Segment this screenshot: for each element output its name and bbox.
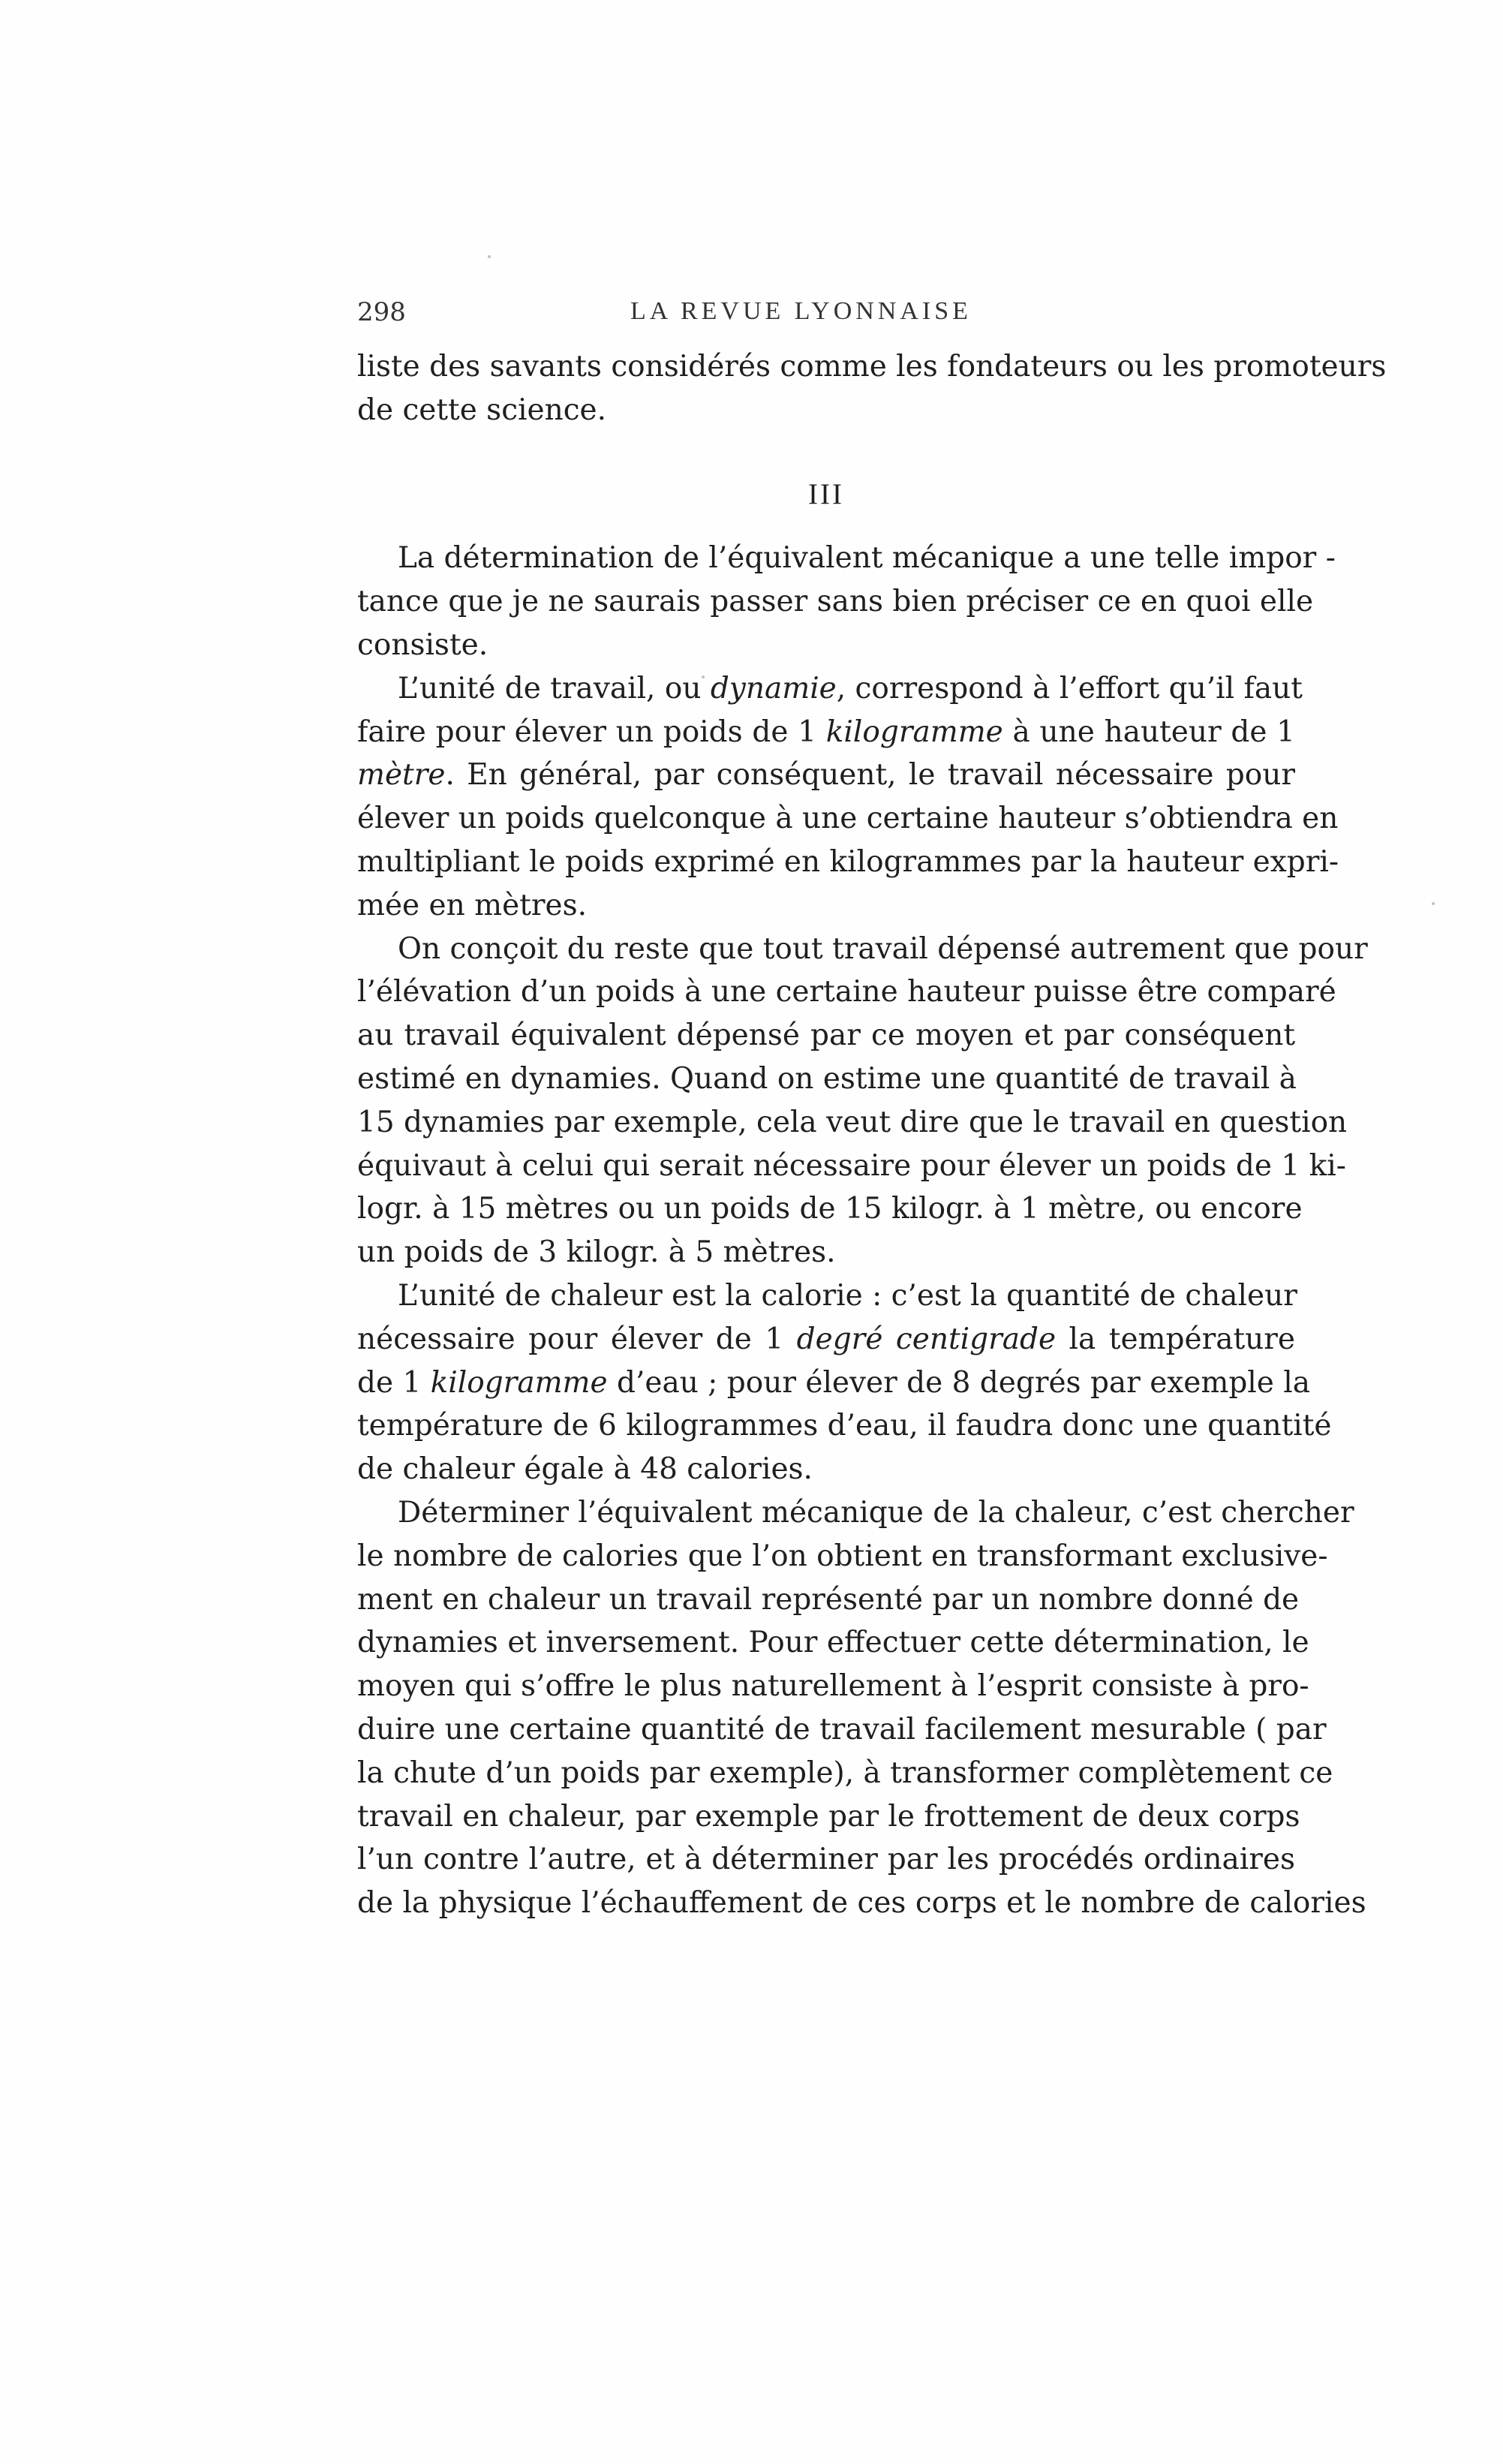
text-line: On conçoit du reste que tout travail dépensé autrement que pour (398, 931, 1368, 966)
text-fragment: nécessaire pour élever de 1 (357, 1322, 797, 1356)
text-line (357, 1318, 1295, 1361)
text-fragment: L’unité de travail, ou (398, 671, 711, 706)
text-line (357, 754, 1295, 797)
print-speck (1432, 902, 1435, 905)
text-fragment: la température (1056, 1322, 1295, 1356)
text-line: La détermination de l’équivalent mécanique a une telle impor - (398, 541, 1336, 576)
italic-term: kilogramme (430, 1365, 608, 1400)
text-line (357, 667, 1303, 711)
text-fragment: . En général, par conséquent, le travail nécessaire pour (445, 758, 1295, 793)
text-line: de cette science. (357, 393, 607, 427)
text-line: l’un contre l’autre, et à déterminer par les procédés ordinaires (357, 1843, 1295, 1877)
text-fragment: faire pour élever un poids de 1 (357, 715, 826, 749)
running-title: LA REVUE LYONNAISE (630, 297, 972, 325)
text-line: ment en chaleur un travail représenté par un nombre donné de (357, 1582, 1300, 1617)
text-line: consiste. (357, 627, 488, 662)
italic-term: dynamie (710, 671, 837, 706)
text-line: moyen qui s’offre le plus naturellement à l’esprit consiste à pro- (357, 1669, 1309, 1704)
text-line: Déterminer l’équivalent mécanique de la chaleur, c’est chercher (398, 1495, 1354, 1530)
text-line: L’unité de chaleur est la calorie : c’est la quantité de chaleur (398, 1278, 1297, 1313)
text-line: mée en mètres. (357, 888, 588, 922)
text-line: au travail équivalent dépensé par ce moyen et par conséquent (357, 1018, 1295, 1053)
text-line: liste des savants considérés comme les fondateurs ou les promoteurs (357, 350, 1387, 384)
text-line: élever un poids quelconque à une certaine hauteur s’obtiendra en (357, 802, 1339, 836)
text-line: multipliant le poids exprimé en kilogrammes par la hauteur expri- (357, 844, 1339, 879)
text-fragment: à une hauteur de 1 (1003, 715, 1295, 749)
text-line: de la physique l’échauffement de ces corps et le nombre de calories (357, 1886, 1366, 1921)
text-line: dynamies et inversement. Pour effectuer cette détermination, le (357, 1626, 1309, 1660)
text-line: de chaleur égale à 48 calories. (357, 1452, 813, 1487)
text-line: 15 dynamies par exemple, cela veut dire que le travail en question (357, 1105, 1348, 1139)
text-fragment: , correspond à l’effort qu’il faut (836, 671, 1303, 706)
text-fragment: d’eau ; pour élever de 8 degrés par exemple la (607, 1365, 1310, 1400)
text-line: température de 6 kilogrammes d’eau, il faudra donc une quantité (357, 1409, 1332, 1443)
italic-term: mètre (357, 758, 446, 793)
text-line: tance que je ne saurais passer sans bien préciser ce en quoi elle (357, 585, 1314, 619)
text-fragment: de 1 (357, 1365, 431, 1400)
print-speck (488, 255, 491, 258)
text-line: estimé en dynamies. Quand on estime une quantité de travail à (357, 1061, 1297, 1096)
text-line: travail en chaleur, par exemple par le frottement de deux corps (357, 1799, 1300, 1834)
text-line: équivaut à celui qui serait nécessaire pour élever un poids de 1 ki- (357, 1148, 1346, 1183)
page-header (357, 297, 1295, 335)
italic-term: degré centigrade (796, 1322, 1057, 1356)
text-line: l’élévation d’un poids à une certaine hauteur puisse être comparé (357, 975, 1336, 1009)
text-line: la chute d’un poids par exemple), à transformer complètement ce (357, 1755, 1333, 1790)
text-line: un poids de 3 kilogr. à 5 mètres. (357, 1235, 836, 1270)
text-line: logr. à 15 mètres ou un poids de 15 kilogr. à 1 mètre, ou encore (357, 1192, 1303, 1226)
section-heading: III (808, 477, 844, 510)
body-text (357, 345, 1387, 1925)
text-line: duire une certaine quantité de travail facilement mesurable ( par (357, 1712, 1327, 1746)
page-number: 298 (357, 297, 406, 327)
text-line: le nombre de calories que l’on obtient en transformant exclusive- (357, 1539, 1328, 1573)
text-line (357, 711, 1295, 754)
italic-term: kilogramme (825, 715, 1003, 749)
text-line (357, 1361, 1310, 1405)
